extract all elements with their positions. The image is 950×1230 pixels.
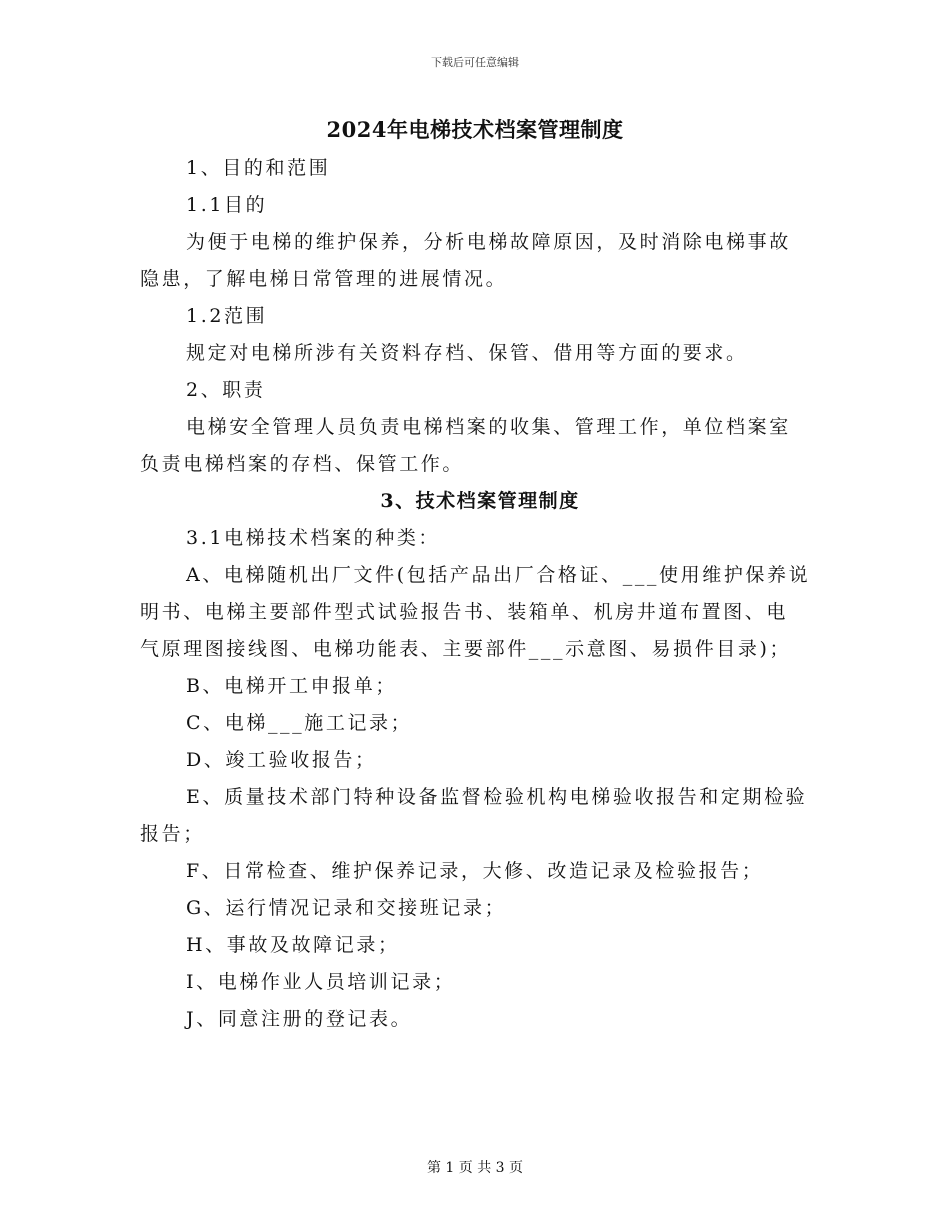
list-item-e-line-1: E、质量技术部门特种设备监督检验机构电梯验收报告和定期检验 (186, 786, 808, 808)
list-item-d: D、竣工验收报告； (186, 749, 377, 771)
list-item-b: B、电梯开工申报单； (186, 675, 397, 697)
list-item-h: H、事故及故障记录； (186, 934, 400, 956)
paragraph-purpose-line-2: 隐患，了解电梯日常管理的进展情况。 (140, 268, 508, 290)
list-item-g: G、运行情况记录和交接班记录； (186, 897, 507, 919)
section-3-heading: 3、技术档案管理制度 (380, 490, 580, 512)
paragraph-purpose-line-1: 为便于电梯的维护保养，分析电梯故障原因，及时消除电梯事故 (186, 231, 791, 253)
paragraph-scope: 规定对电梯所涉有关资料存档、保管、借用等方面的要求。 (186, 342, 748, 364)
section-1-heading: 1、目的和范围 (186, 157, 331, 179)
list-item-a-line-1: A、电梯随机出厂文件(包括产品出厂合格证、___使用维护保养说 (186, 564, 811, 586)
subsection-1-1-heading: 1.1目的 (186, 194, 268, 216)
subsection-3-1-heading: 3.1电梯技术档案的种类： (186, 527, 441, 549)
paragraph-duties-line-1: 电梯安全管理人员负责电梯档案的收集、管理工作，单位档案室 (186, 416, 791, 438)
list-item-c: C、电梯___施工记录； (186, 712, 413, 734)
document-body (140, 150, 820, 1038)
list-item-f: F、日常检查、维护保养记录，大修、改造记录及检验报告； (186, 860, 764, 882)
page-number: 第 1 页 共 3 页 (426, 1160, 524, 1176)
subsection-1-2-heading: 1.2范围 (186, 305, 268, 327)
list-item-a-line-3: 气原理图接线图、电梯功能表、主要部件___示意图、易损件目录)； (140, 638, 792, 660)
document-title: 2024年电梯技术档案管理制度 (326, 117, 624, 142)
list-item-e-line-2: 报告； (140, 823, 205, 845)
list-item-a-line-2: 明书、电梯主要部件型式试验报告书、装箱单、机房井道布置图、电 (140, 601, 789, 623)
list-item-j: J、同意注册的登记表。 (186, 1008, 413, 1030)
list-item-i: I、电梯作业人员培训记录； (186, 971, 456, 993)
paragraph-duties-line-2: 负责电梯档案的存档、保管工作。 (140, 453, 465, 475)
header-note: 下载后可任意编辑 (431, 56, 519, 69)
section-2-heading: 2、职责 (186, 379, 266, 401)
